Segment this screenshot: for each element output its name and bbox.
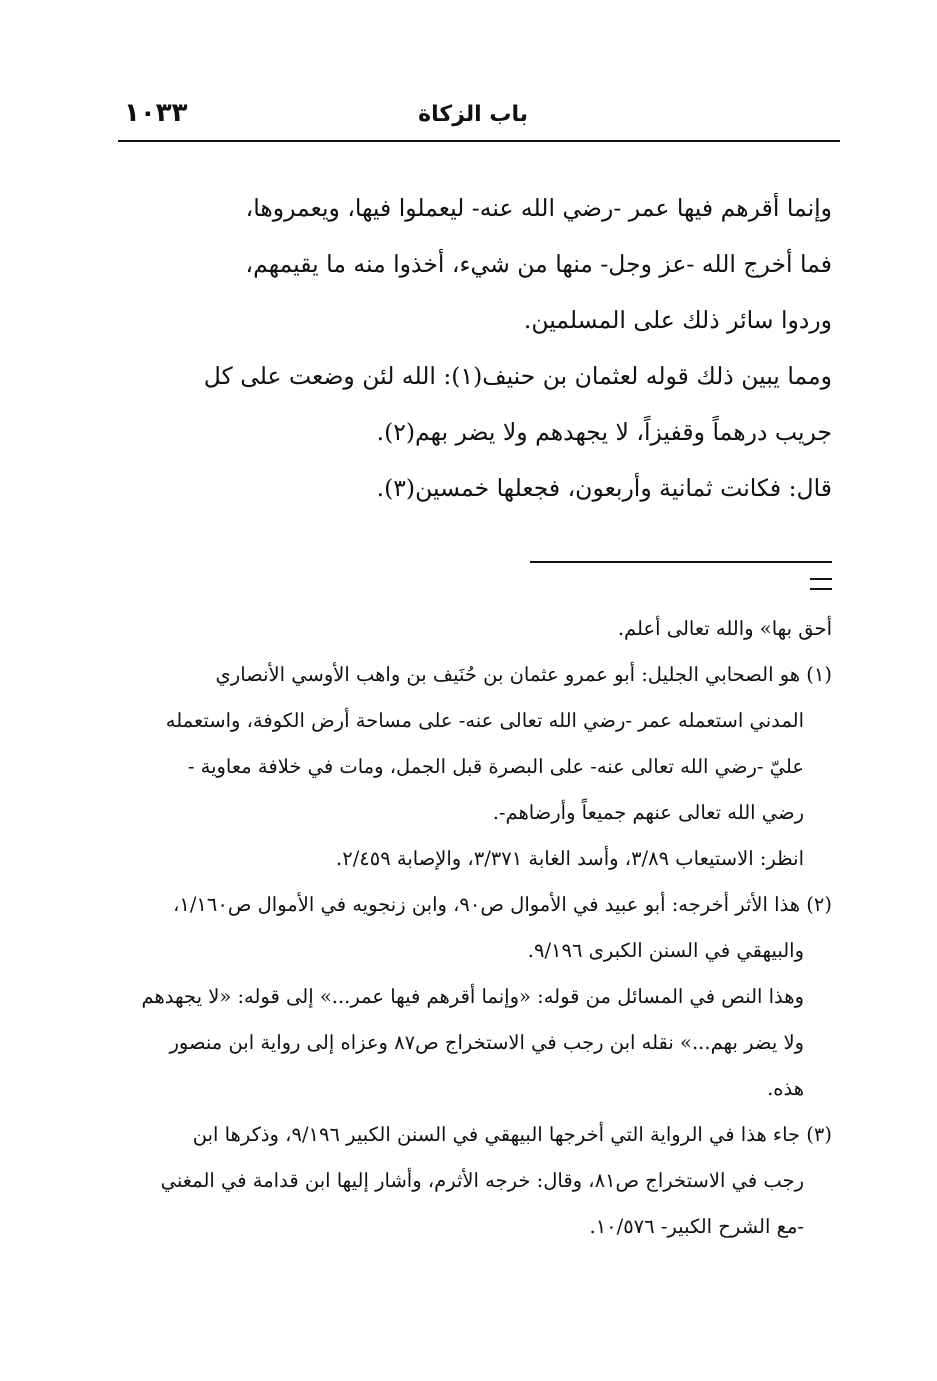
footnote-line: أحق بها» والله تعالى أعلم. — [617, 617, 832, 640]
footnote-line: (١) هو الصحابي الجليل: أبو عمرو عثمان بن حُنَيف بن واهب الأوسي الأنصاري — [215, 663, 832, 686]
footnote-line: هذه. — [767, 1077, 804, 1100]
main-line: قال: فكانت ثمانية وأربعون، فجعلها خمسين(٣). — [376, 474, 832, 502]
footnote-separator — [530, 561, 832, 563]
footnote-line: رضي الله تعالى عنهم جميعاً وأرضاهم-. — [492, 801, 804, 824]
footnote-line: -مع الشرح الكبير- ١٠/٥٧٦. — [589, 1215, 804, 1238]
main-line: ومما يبين ذلك قوله لعثمان بن حنيف(١): الله لئن وضعت على كل — [203, 362, 832, 390]
main-text — [118, 180, 832, 516]
footnote-line: وهذا النص في المسائل من قوله: «وإنما أقرهم فيها عمر...» إلى قوله: «لا يجهدهم — [141, 985, 804, 1008]
footnote-line: انظر: الاستيعاب ٣/٨٩، وأسد الغابة ٣/٣٧١، والإصابة ٢/٤٥٩. — [336, 847, 804, 870]
footnote-line: (٢) هذا الأثر أخرجه: أبو عبيد في الأموال ص٩٠، وابن زنجويه في الأموال ص١/١٦٠، — [173, 893, 832, 916]
page-header — [118, 96, 840, 142]
footnote-line: ولا يضر بهم...» نقله ابن رجب في الاستخراج ص٨٧ وعزاه إلى رواية ابن منصور — [169, 1031, 804, 1054]
footnote-line: رجب في الاستخراج ص٨١، وقال: خرجه الأثرم، وأشار إليها ابن قدامة في المغني — [160, 1169, 804, 1192]
page-number: ١٠٣٣ — [124, 98, 188, 128]
footnote-line: (٣) جاء هذا في الرواية التي أخرجها البيهقي في السنن الكبير ٩/١٩٦، وذكرها ابن — [192, 1123, 832, 1146]
main-line: وإنما أقرهم فيها عمر -رضي الله عنه- ليعملوا فيها، ويعمروها، — [245, 194, 832, 222]
main-line: جريب درهماً وقفيزاً، لا يجهدهم ولا يضر بهم(٢). — [376, 418, 832, 446]
footnote-continuation-mark — [810, 578, 832, 590]
footnote-line: عليّ -رضي الله تعالى عنه- على البصرة قبل الجمل، ومات في خلافة معاوية - — [187, 755, 804, 778]
main-line: وردوا سائر ذلك على المسلمين. — [523, 306, 832, 334]
running-title: باب الزكاة — [418, 102, 528, 127]
footnote-line: المدني استعمله عمر -رضي الله تعالى عنه- على مساحة أرض الكوفة، واستعمله — [165, 709, 804, 732]
footnotes — [118, 606, 832, 1250]
footnote-line: والبيهقي في السنن الكبرى ٩/١٩٦. — [527, 939, 804, 962]
main-line: فما أخرج الله -عز وجل- منها من شيء، أخذوا منه ما يقيمهم، — [245, 250, 832, 278]
